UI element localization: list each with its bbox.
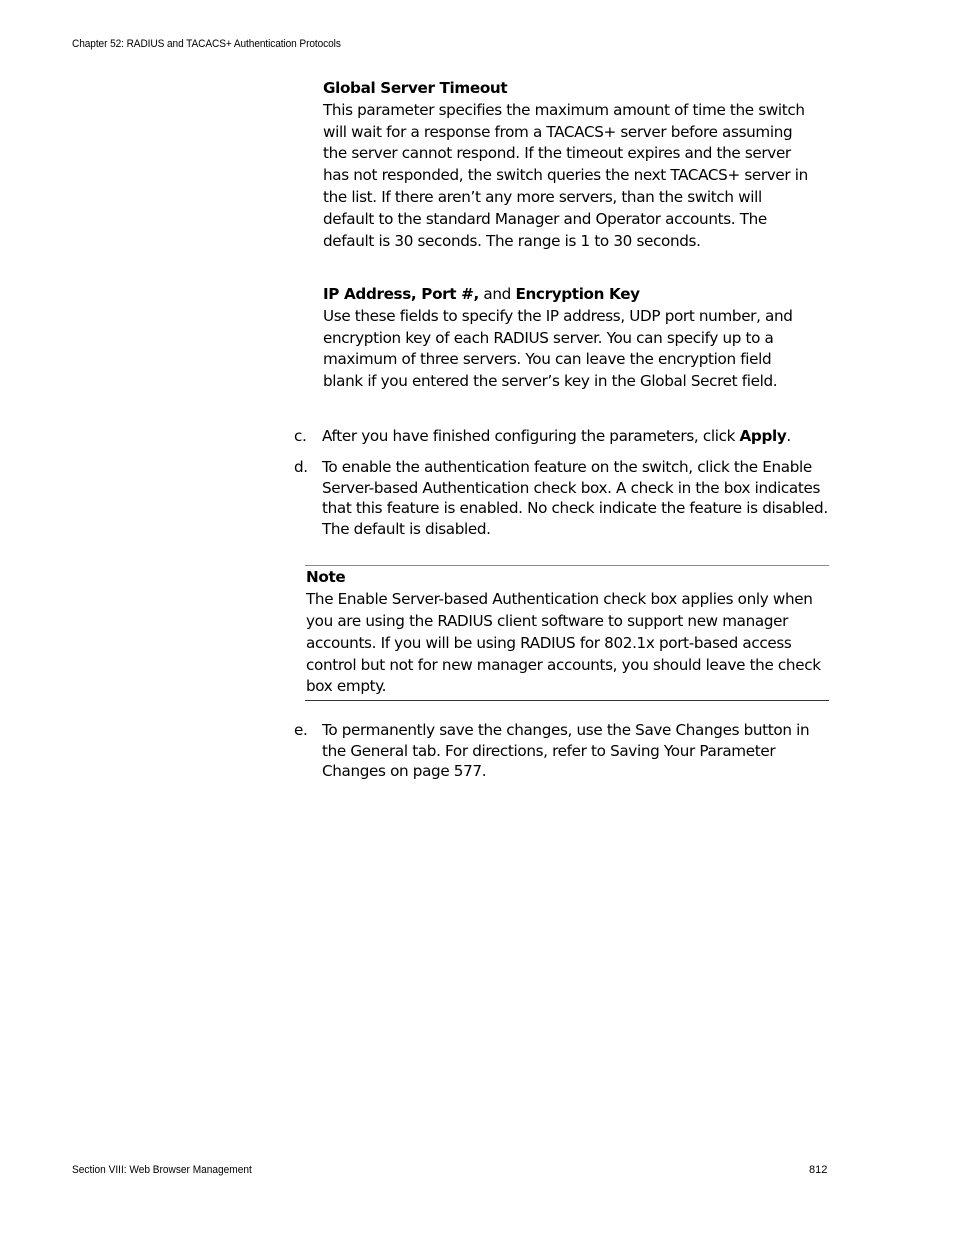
- step-text-part: .: [786, 427, 791, 445]
- parameter-title: [323, 78, 811, 100]
- step-c: [294, 426, 834, 448]
- step-marker: c.: [294, 427, 307, 445]
- step-text-part: After you have finished configuring the parameters, click: [322, 427, 740, 445]
- parameter-title-text: Global Server Timeout: [323, 79, 508, 97]
- step-d: [294, 457, 834, 539]
- note-box: [305, 565, 829, 701]
- running-header: Chapter 52: RADIUS and TACACS+ Authentication Protocols: [72, 38, 341, 50]
- parameter-ip-port-key: [323, 284, 811, 393]
- parameter-title: [323, 284, 811, 306]
- note-title: Note: [306, 568, 346, 586]
- note-text: The Enable Server-based Authentication check box applies only when you are using the RADIUS client software to support new manager accounts. If you will be using RADIUS for 802.1x port-based access control but not for new manager accounts, you should leave the check box empty.: [306, 589, 821, 696]
- step-text: [322, 426, 834, 448]
- parameter-description: Use these fields to specify the IP address, UDP port number, and encryption key of each RADIUS server. You can specify up to a maximum of three servers. You can leave the encryption field blank if you entered the server’s key in the Global Secret field.: [323, 306, 793, 391]
- step-e: [294, 720, 834, 782]
- step-text: To enable the authentication feature on the switch, click the Enable Server-based Authentication check box. A check in the box indicates that this feature is enabled. No check indicate the feature is disabled. The default is disabled.: [322, 458, 828, 538]
- parameter-description: This parameter specifies the maximum amount of time the switch will wait for a response from a TACACS+ server before assuming the server cannot respond. If the timeout expires and the server has not responded, the switch queries the next TACACS+ server in the list. If there aren’t any more servers, than the switch will default to the standard Manager and Operator accounts. The default is 30 seconds. The range is 1 to 30 seconds.: [323, 100, 808, 250]
- apply-keyword: Apply: [739, 427, 787, 445]
- page-number: 812: [809, 1164, 828, 1176]
- step-marker: e.: [294, 721, 308, 739]
- parameter-title-bold: IP Address, Port #,: [323, 285, 479, 303]
- parameter-global-server-timeout: [323, 78, 811, 252]
- step-marker: d.: [294, 458, 308, 476]
- step-text: To permanently save the changes, use the Save Changes button in the General tab. For directions, refer to Saving Your Parameter Changes on page 577.: [322, 721, 810, 781]
- parameter-title-bold: Encryption Key: [515, 285, 640, 303]
- parameter-title-connector: and: [478, 285, 516, 303]
- running-footer-section: Section VIII: Web Browser Management: [72, 1164, 252, 1176]
